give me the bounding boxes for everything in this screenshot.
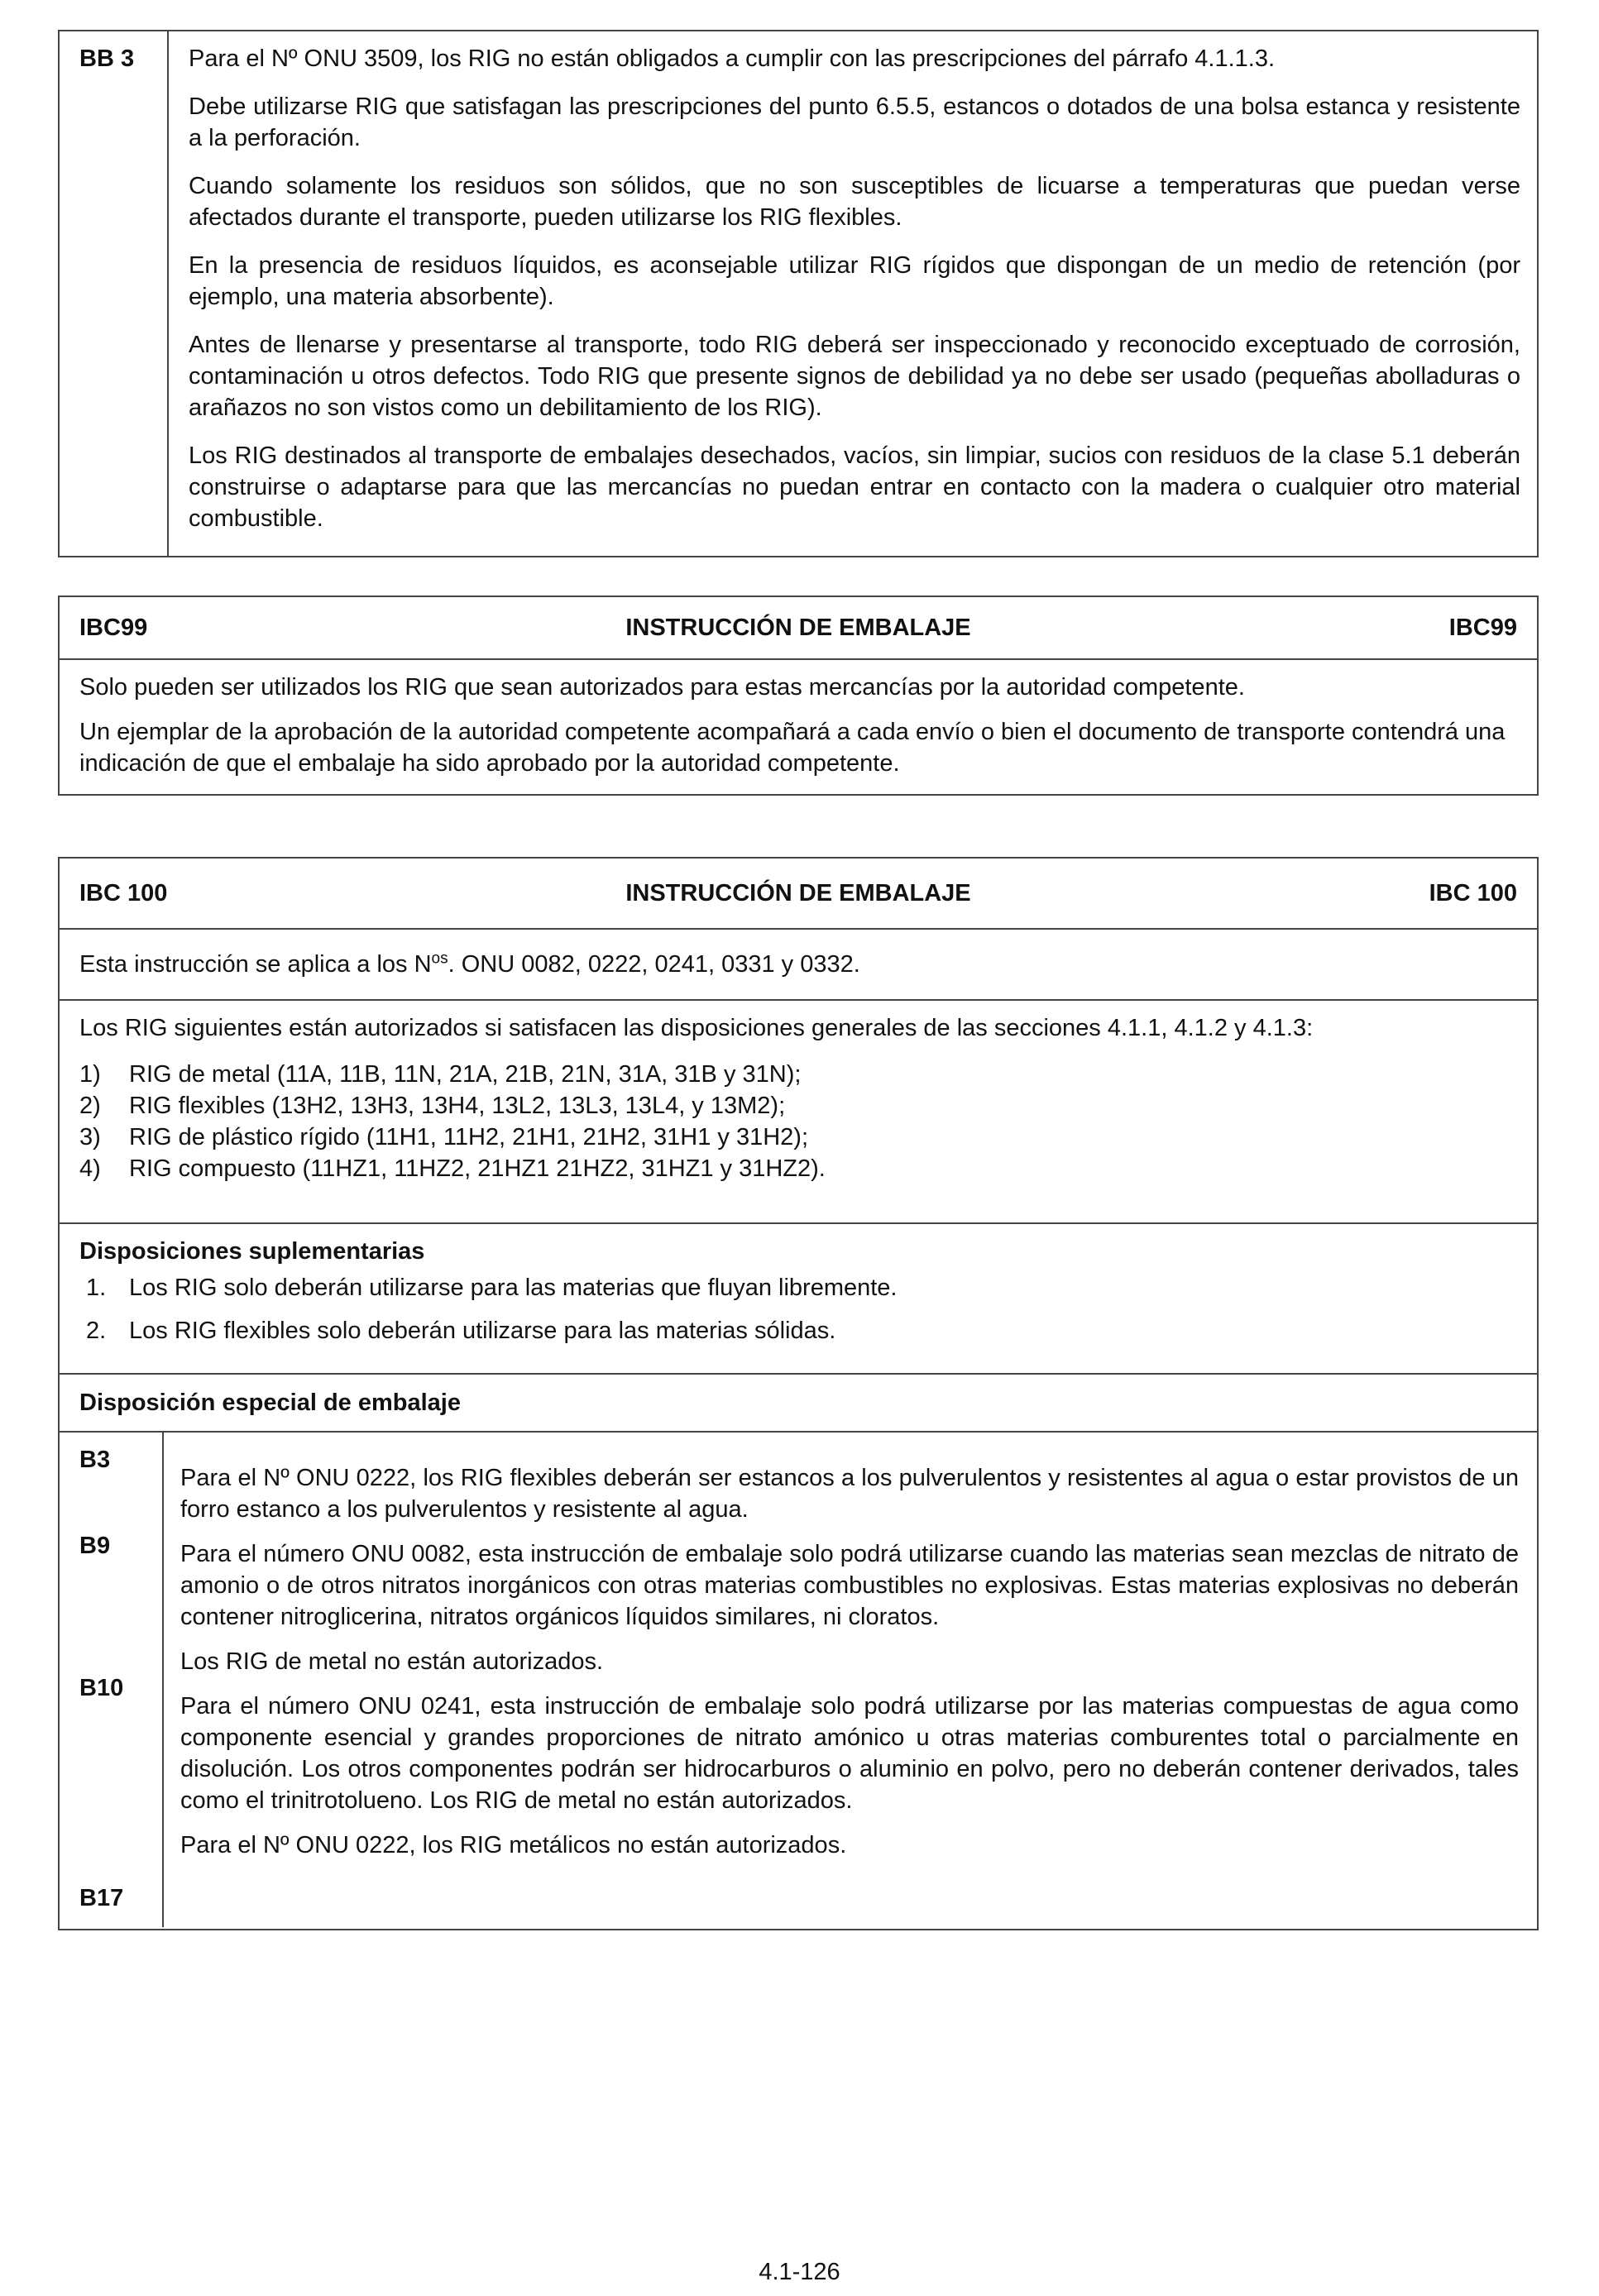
list-number: 1): [79, 1061, 101, 1088]
ibc100-code-right: IBC 100: [1429, 880, 1517, 906]
scope-text-pre: Esta instrucción se aplica a los N: [79, 951, 432, 978]
supplementary-title: Disposiciones suplementarias: [79, 1238, 425, 1265]
special-text: Para el número ONU 0241, esta instrucción de embalaje solo podrá utilizarse por las materias compuestas de agua como componente esencial y grandes proporciones de nitrato amónico u otras materias comburentes total o parcialmente en disolución. Los otros componentes podrán ser hidrocarburos o aluminio en polvo, pero no deberán contener derivados, tales como el trinitrotolueno. Los RIG de metal no están autorizados.: [180, 1693, 1519, 1814]
ibc99-code-left: IBC99: [79, 615, 148, 641]
list-text: RIG compuesto (11HZ1, 11HZ2, 21HZ1 21HZ2, 31HZ1 y 31HZ2).: [129, 1155, 826, 1182]
ibc99-header: [60, 597, 1537, 660]
ibc100-title: INSTRUCCIÓN DE EMBALAJE: [625, 880, 971, 906]
list-item: [79, 1122, 1517, 1153]
list-item: [79, 1153, 1517, 1184]
ibc100-block: [58, 857, 1539, 1930]
ibc100-scope: [79, 949, 860, 980]
bb3-paragraph: Antes de llenarse y presentarse al transporte, todo RIG deberá ser inspeccionado y reconocido exceptuado de corrosión, contaminación u otros defectos. Todo RIG que presente signos de debilidad ya no debe ser usado (pequeñas abolladuras o arañazos no son vistos como un debilitamiento de los RIG).: [189, 332, 1520, 421]
list-number: 2): [79, 1093, 101, 1119]
ibc100-scope-row: [60, 930, 1537, 1001]
list-item: [79, 1059, 1517, 1090]
list-number: 1.: [86, 1275, 107, 1301]
special-code-b9: B9: [79, 1533, 111, 1559]
special-text: Para el Nº ONU 0222, los RIG metálicos no están autorizados.: [180, 1832, 847, 1858]
bb3-paragraph: En la presencia de residuos líquidos, es aconsejable utilizar RIG rígidos que dispongan de un medio de retención (por ejemplo, una materia absorbente).: [189, 252, 1520, 310]
ibc100-header: [60, 859, 1537, 930]
ibc99-paragraph: Un ejemplar de la aprobación de la autoridad competente acompañará a cada envío o bien el documento de transporte contendrá una indicación de que el embalaje ha sido aprobado por la autoridad competente.: [79, 719, 1506, 777]
ibc99-code-right: IBC99: [1448, 615, 1517, 641]
list-number: 2.: [86, 1318, 107, 1344]
bb3-block: [58, 30, 1539, 557]
scope-text-post: . ONU 0082, 0222, 0241, 0331 y 0332.: [448, 951, 860, 978]
ibc100-special-row: [60, 1433, 1537, 1927]
list-text: Los RIG flexibles solo deberán utilizarse para las materias sólidas.: [129, 1318, 836, 1344]
list-number: 3): [79, 1124, 101, 1150]
special-text: Para el Nº ONU 0222, los RIG flexibles deberán ser estancos a los pulverulentos y resistentes al agua o estar provistos de un forro estanco a los pulverulentos y resistente al agua.: [180, 1465, 1519, 1523]
authorized-list: [79, 1059, 1517, 1184]
ibc100-code-left: IBC 100: [79, 880, 168, 906]
list-item: [79, 1315, 1517, 1347]
page-number: 4.1-126: [759, 2259, 840, 2285]
bb3-paragraph: Los RIG destinados al transporte de embalajes desechados, vacíos, sin limpiar, sucios con residuos de la clase 5.1 deberán construirse o adaptarse para que las mercancías no puedan entrar en contacto con la madera o cualquier otro material combustible.: [189, 442, 1520, 532]
ibc99-body: [60, 660, 1537, 804]
bb3-body: [169, 31, 1537, 556]
list-number: 4): [79, 1155, 101, 1182]
special-code-b10: B10: [79, 1675, 124, 1701]
ibc100-supplementary-row: [60, 1224, 1537, 1375]
list-item: [79, 1272, 1517, 1303]
ibc100-special-title-row: [60, 1375, 1537, 1433]
bb3-paragraph: Debe utilizarse RIG que satisfagan las prescripciones del punto 6.5.5, estancos o dotados de una bolsa estanca y resistente a la perforación.: [189, 93, 1520, 151]
special-title: Disposición especial de embalaje: [79, 1390, 461, 1416]
ibc99-title: INSTRUCCIÓN DE EMBALAJE: [625, 615, 971, 641]
special-code-b3: B3: [79, 1447, 111, 1473]
list-text: RIG flexibles (13H2, 13H3, 13H4, 13L2, 13L3, 13L4, y 13M2);: [129, 1093, 786, 1119]
ibc99-block: [58, 596, 1539, 796]
special-texts-column: [164, 1433, 1537, 1927]
ibc100-authorized-row: [60, 1001, 1537, 1224]
list-text: Los RIG solo deberán utilizarse para las materias que fluyan libremente.: [129, 1275, 898, 1301]
scope-superscript: os: [431, 949, 448, 968]
list-item: [79, 1090, 1517, 1122]
authorized-intro: Los RIG siguientes están autorizados si satisfacen las disposiciones generales de las secciones 4.1.1, 4.1.2 y 4.1.3:: [79, 1015, 1314, 1041]
list-text: RIG de metal (11A, 11B, 11N, 21A, 21B, 21N, 31A, 31B y 31N);: [129, 1061, 802, 1088]
special-codes-column: [60, 1433, 164, 1927]
special-code-b17: B17: [79, 1885, 124, 1911]
bb3-paragraph: Para el Nº ONU 3509, los RIG no están obligados a cumplir con las prescripciones del párrafo 4.1.1.3.: [189, 45, 1276, 72]
special-text: Los RIG de metal no están autorizados.: [180, 1648, 604, 1675]
bb3-paragraph: Cuando solamente los residuos son sólidos, que no son susceptibles de licuarse a temperaturas que puedan verse afectados durante el transporte, pueden utilizarse los RIG flexibles.: [189, 173, 1520, 231]
supplementary-list: [79, 1272, 1517, 1347]
bb3-label: BB 3: [60, 31, 169, 556]
list-text: RIG de plástico rígido (11H1, 11H2, 21H1, 21H2, 31H1 y 31H2);: [129, 1124, 809, 1150]
ibc99-paragraph: Solo pueden ser utilizados los RIG que sean autorizados para estas mercancías por la autoridad competente.: [79, 674, 1245, 701]
special-text: Para el número ONU 0082, esta instrucción de embalaje solo podrá utilizarse cuando las materias sean mezclas de nitrato de amonio o de otros nitratos inorgánicos con otras materias combustibles no explosivas. Estas materias explosivas no deberán contener nitroglicerina, nitratos orgánicos líquidos similares, ni cloratos.: [180, 1541, 1519, 1630]
